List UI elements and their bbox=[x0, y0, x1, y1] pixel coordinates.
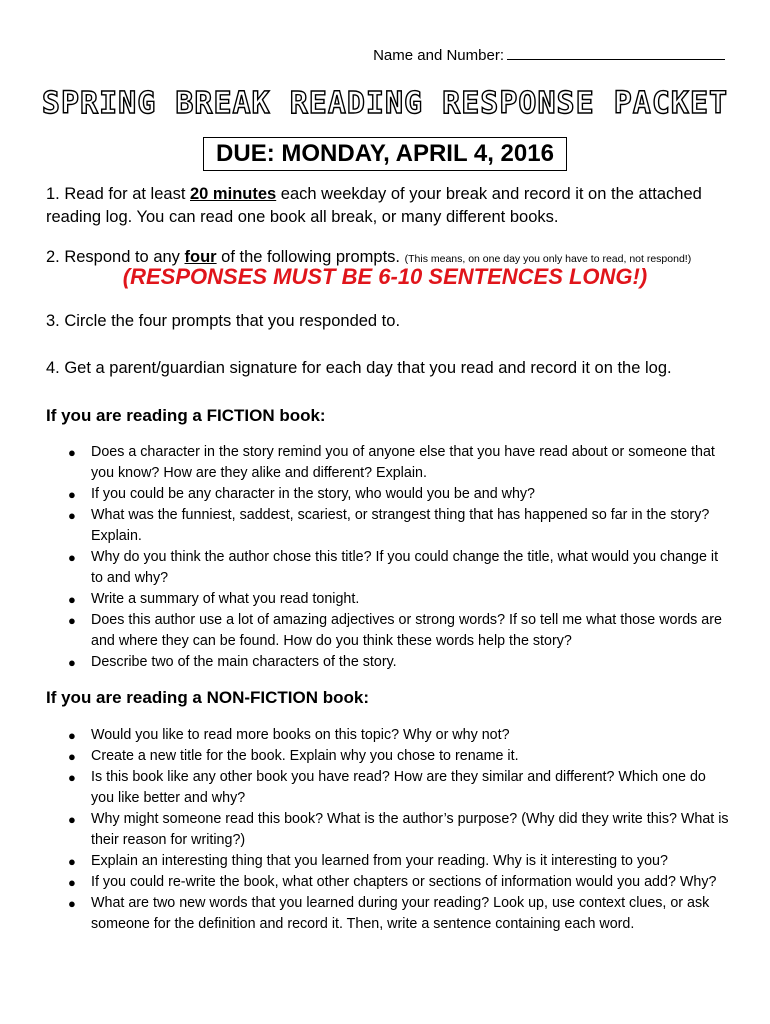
bullet-icon: ● bbox=[68, 592, 76, 607]
nonfiction-prompt bbox=[0, 893, 770, 935]
nonfiction-prompt-text: Create a new title for the book. Explain why you chose to rename it. bbox=[91, 748, 519, 764]
instruction-1-emphasis: 20 minutes bbox=[190, 185, 277, 203]
instruction-1-text-a: 1. Read for at least bbox=[46, 185, 190, 203]
nonfiction-prompt-text: Explain an interesting thing that you learned from your reading. Why is it interesting to you? bbox=[91, 853, 668, 869]
nonfiction-prompt-text: Why might someone read this book? What is the author’s purpose? (Why did they write this? What is their reason for writing?) bbox=[91, 811, 729, 848]
nonfiction-prompt-text: If you could re-write the book, what other chapters or sections of information would you add? Why? bbox=[91, 874, 717, 890]
bullet-icon: ● bbox=[68, 508, 76, 523]
due-date-box: DUE: MONDAY, APRIL 4, 2016 bbox=[203, 137, 567, 171]
bullet-icon: ● bbox=[68, 854, 76, 869]
bullet-icon: ● bbox=[68, 728, 76, 743]
nonfiction-prompt-list bbox=[0, 725, 770, 935]
fiction-prompt bbox=[0, 610, 770, 652]
bullet-icon: ● bbox=[68, 875, 76, 890]
name-blank-rule bbox=[507, 46, 725, 60]
instruction-3: 3. Circle the four prompts that you responded to. bbox=[46, 312, 401, 330]
fiction-prompt-text: Does this author use a lot of amazing adjectives or strong words? If so tell me what those words are and where they can be found. How do you think these words help the story? bbox=[91, 612, 722, 649]
name-label: Name and Number: bbox=[373, 47, 504, 64]
bullet-icon: ● bbox=[68, 770, 76, 785]
fiction-prompt-text: What was the funniest, saddest, scariest, or strangest thing that has happened so far in the story? Explain. bbox=[91, 507, 710, 544]
instruction-2-emphasis: four bbox=[184, 248, 217, 266]
fiction-prompt bbox=[0, 652, 770, 673]
fiction-prompt-text: Write a summary of what you read tonight. bbox=[91, 591, 360, 607]
nonfiction-heading: If you are reading a NON-FICTION book: bbox=[46, 688, 370, 707]
fiction-prompt bbox=[0, 547, 770, 589]
fiction-prompt bbox=[0, 442, 770, 484]
name-and-number-line bbox=[373, 46, 725, 64]
instruction-4: 4. Get a parent/guardian signature for each day that you read and record it on the log. bbox=[46, 359, 672, 377]
fiction-prompt-text: If you could be any character in the story, who would you be and why? bbox=[91, 486, 535, 502]
bullet-icon: ● bbox=[68, 812, 76, 827]
nonfiction-prompt-text: What are two new words that you learned during your reading? Look up, use context clues, or ask someone for the definition and record it. Then, write a sentence containing each word. bbox=[91, 895, 710, 932]
fiction-prompt-list bbox=[0, 442, 770, 673]
instruction-2-text-b: of the following prompts. bbox=[216, 248, 405, 266]
instruction-2-text-a: 2. Respond to any bbox=[46, 248, 185, 266]
fiction-prompt-text: Does a character in the story remind you of anyone else that you have read about or someone that you know? How are they alike and different? Explain. bbox=[91, 444, 715, 481]
bullet-icon: ● bbox=[68, 613, 76, 628]
nonfiction-prompt bbox=[0, 809, 770, 851]
bullet-icon: ● bbox=[68, 896, 76, 911]
bullet-icon: ● bbox=[68, 445, 76, 460]
instruction-1 bbox=[46, 183, 736, 229]
instruction-1-text-b: each weekday of your break and record it on the attached reading log. You can read one book all break, or many different books. bbox=[46, 185, 702, 226]
bullet-icon: ● bbox=[68, 487, 76, 502]
bullet-icon: ● bbox=[68, 749, 76, 764]
nonfiction-prompt-text: Would you like to read more books on this topic? Why or why not? bbox=[91, 727, 510, 743]
nonfiction-prompt-text: Is this book like any other book you have read? How are they similar and different? Which one do you like better and why? bbox=[91, 769, 706, 806]
fiction-prompt-text: Why do you think the author chose this title? If you could change the title, what would you change it to and why? bbox=[91, 549, 719, 586]
packet-title: SPRING BREAK READING RESPONSE PACKET bbox=[41, 86, 729, 121]
fiction-prompt-text: Describe two of the main characters of the story. bbox=[91, 654, 397, 670]
instruction-2-note: (This means, on one day you only have to read, not respond!) bbox=[404, 253, 692, 265]
nonfiction-prompt bbox=[0, 725, 770, 746]
bullet-icon: ● bbox=[68, 655, 76, 670]
bullet-icon: ● bbox=[68, 550, 76, 565]
fiction-prompt bbox=[0, 484, 770, 505]
nonfiction-prompt bbox=[0, 872, 770, 893]
responses-length-note: (RESPONSES MUST BE 6-10 SENTENCES LONG!) bbox=[122, 264, 648, 289]
nonfiction-prompt bbox=[0, 851, 770, 872]
fiction-heading: If you are reading a FICTION book: bbox=[46, 406, 326, 425]
fiction-prompt bbox=[0, 505, 770, 547]
nonfiction-prompt bbox=[0, 767, 770, 809]
nonfiction-prompt bbox=[0, 746, 770, 767]
fiction-prompt bbox=[0, 589, 770, 610]
